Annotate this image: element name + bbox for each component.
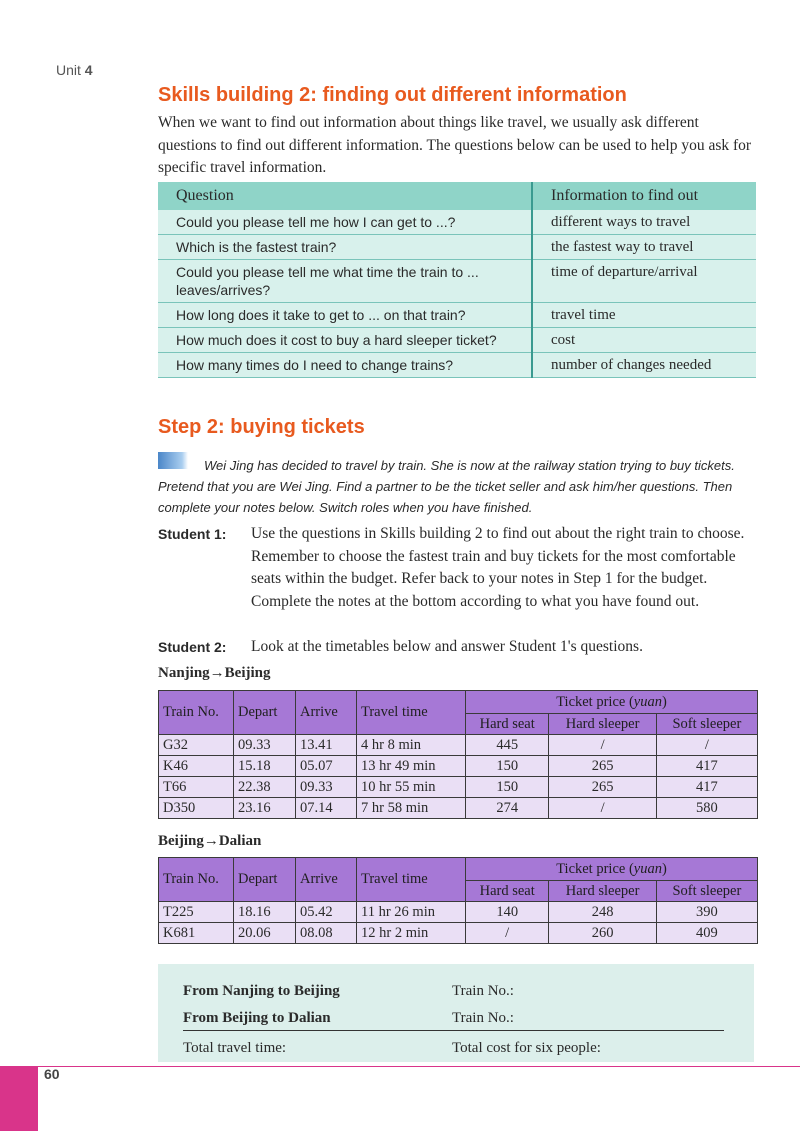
questions-table-row [158,353,756,378]
unit-label [56,62,93,78]
hard-seat-cell: / [466,923,549,944]
hard-seat-cell: 150 [466,756,549,777]
train-no-cell: K46 [159,756,234,777]
skills-intro: When we want to find out information about things like travel, we usually ask different questions to find out different information. The questions below can be used to help you ask for specific travel information. [158,114,752,176]
questions-table [158,182,756,378]
timetable-row [159,902,758,923]
th-travel-time: Travel time [357,858,466,902]
soft-sleeper-cell: 417 [656,777,757,798]
hard-sleeper-cell: 265 [549,756,656,777]
th-ticket-price [466,691,758,714]
timetable-nanjing-beijing [158,690,758,819]
notes-box [158,964,754,1062]
arrive-cell: 09.33 [296,777,357,798]
unit-number: 4 [84,62,93,78]
hard-sleeper-cell: / [549,798,656,819]
timetable-beijing-dalian [158,857,758,944]
train-no-cell: G32 [159,735,234,756]
hard-seat-cell: 274 [466,798,549,819]
information-cell: time of departure/arrival [532,260,756,303]
unit-word: Unit [56,62,81,78]
student1-block [158,523,758,613]
th-soft-sleeper: Soft sleeper [656,881,757,902]
question-cell: How long does it take to get to ... on that train? [158,303,532,328]
notes-from-beijing: From Beijing to Dalian [183,1010,331,1026]
questions-table-row [158,210,756,235]
notes-from-nanjing: From Nanjing to Beijing [183,983,340,999]
ticket-price-unit: yuan [633,860,662,877]
questions-table-row [158,235,756,260]
notes-total-time[interactable]: Total travel time: [183,1040,287,1056]
questions-table-row [158,328,756,353]
questions-table-row [158,260,756,303]
arrive-cell: 13.41 [296,735,357,756]
notes-train-no-2[interactable]: Train No.: [452,1010,514,1026]
hard-sleeper-cell: 248 [549,902,656,923]
travel-time-cell: 7 hr 58 min [357,798,466,819]
question-cell: Could you please tell me how I can get to ...? [158,210,532,235]
soft-sleeper-cell: 417 [656,756,757,777]
questions-table-row [158,303,756,328]
depart-cell: 20.06 [234,923,296,944]
th-ticket-price [466,858,758,881]
page-number: 60 [44,1066,60,1082]
hard-seat-cell: 140 [466,902,549,923]
depart-cell: 23.16 [234,798,296,819]
task-text: Wei Jing has decided to travel by train. She is now at the railway station trying to buy tickets. Pretend that you are Wei Jing. Find a partner to be the ticket seller and ask him/her questions. Then complete your notes below. Switch roles when you have finished. [158,458,735,515]
depart-cell: 15.18 [234,756,296,777]
train-no-cell: K681 [159,923,234,944]
route2-label: Beijing→Dalian [158,833,262,849]
header-information: Information to find out [532,182,756,210]
header-question: Question [158,182,532,210]
student1-label: Student 1: [158,526,227,542]
th-depart: Depart [234,858,296,902]
page-color-bar [0,1066,38,1131]
student2-text: Look at the timetables below and answer Student 1's questions. [251,638,643,655]
information-cell: different ways to travel [532,210,756,235]
information-cell: the fastest way to travel [532,235,756,260]
soft-sleeper-cell: 390 [656,902,757,923]
information-cell: travel time [532,303,756,328]
th-hard-sleeper: Hard sleeper [549,714,656,735]
travel-time-cell: 4 hr 8 min [357,735,466,756]
soft-sleeper-cell: 580 [656,798,757,819]
th-hard-seat: Hard seat [466,881,549,902]
ticket-price-prefix: Ticket price ( [556,693,634,710]
student2-block [158,636,758,659]
depart-cell: 09.33 [234,735,296,756]
arrive-cell: 08.08 [296,923,357,944]
hard-sleeper-cell: 260 [549,923,656,944]
th-travel-time: Travel time [357,691,466,735]
arrive-cell: 07.14 [296,798,357,819]
train-no-cell: T225 [159,902,234,923]
task-instructions [158,455,758,518]
ticket-price-prefix: Ticket price ( [556,860,634,877]
travel-time-cell: 11 hr 26 min [357,902,466,923]
timetable-row [159,923,758,944]
th-hard-sleeper: Hard sleeper [549,881,656,902]
soft-sleeper-cell: 409 [656,923,757,944]
th-arrive: Arrive [296,858,357,902]
th-hard-seat: Hard seat [466,714,549,735]
student2-label: Student 2: [158,639,227,655]
timetable-row [159,735,758,756]
route1-label: Nanjing→Beijing [158,665,271,681]
th-train-no: Train No. [159,691,234,735]
question-cell: How much does it cost to buy a hard sleeper ticket? [158,328,532,353]
ticket-price-suffix: ) [661,693,667,710]
timetable-row [159,798,758,819]
hard-sleeper-cell: 265 [549,777,656,798]
ticket-price-unit: yuan [633,693,662,710]
train-no-cell: D350 [159,798,234,819]
timetable-row [159,756,758,777]
notes-divider [183,1030,724,1031]
timetable-row [159,777,758,798]
th-arrive: Arrive [296,691,357,735]
footer-rule [38,1066,800,1067]
th-depart: Depart [234,691,296,735]
question-cell: Which is the fastest train? [158,235,532,260]
information-cell: number of changes needed [532,353,756,378]
arrive-cell: 05.42 [296,902,357,923]
arrive-cell: 05.07 [296,756,357,777]
hard-sleeper-cell: / [549,735,656,756]
question-cell: Could you please tell me what time the train to ... leaves/arrives? [158,260,532,303]
information-cell: cost [532,328,756,353]
step-heading: Step 2: buying tickets [158,416,365,438]
notes-train-no-1[interactable]: Train No.: [452,983,514,999]
skills-heading: Skills building 2: finding out different information [158,84,627,106]
travel-time-cell: 10 hr 55 min [357,777,466,798]
student1-text: Use the questions in Skills building 2 to find out about the right train to choose. Remember to choose the fastest train and buy tickets for the most comfortable seats within the budget. Refer back to your notes in Step 1 for the budget. Complete the notes at the bottom according to what you have found out. [251,525,745,610]
train-no-cell: T66 [159,777,234,798]
soft-sleeper-cell: / [656,735,757,756]
question-cell: How many times do I need to change trains? [158,353,532,378]
travel-time-cell: 12 hr 2 min [357,923,466,944]
travel-time-cell: 13 hr 49 min [357,756,466,777]
questions-table-header [158,182,756,210]
th-train-no: Train No. [159,858,234,902]
hard-seat-cell: 445 [466,735,549,756]
depart-cell: 18.16 [234,902,296,923]
ticket-price-suffix: ) [661,860,667,877]
hard-seat-cell: 150 [466,777,549,798]
th-soft-sleeper: Soft sleeper [656,714,757,735]
notes-total-cost[interactable]: Total cost for six people: [452,1040,601,1056]
depart-cell: 22.38 [234,777,296,798]
